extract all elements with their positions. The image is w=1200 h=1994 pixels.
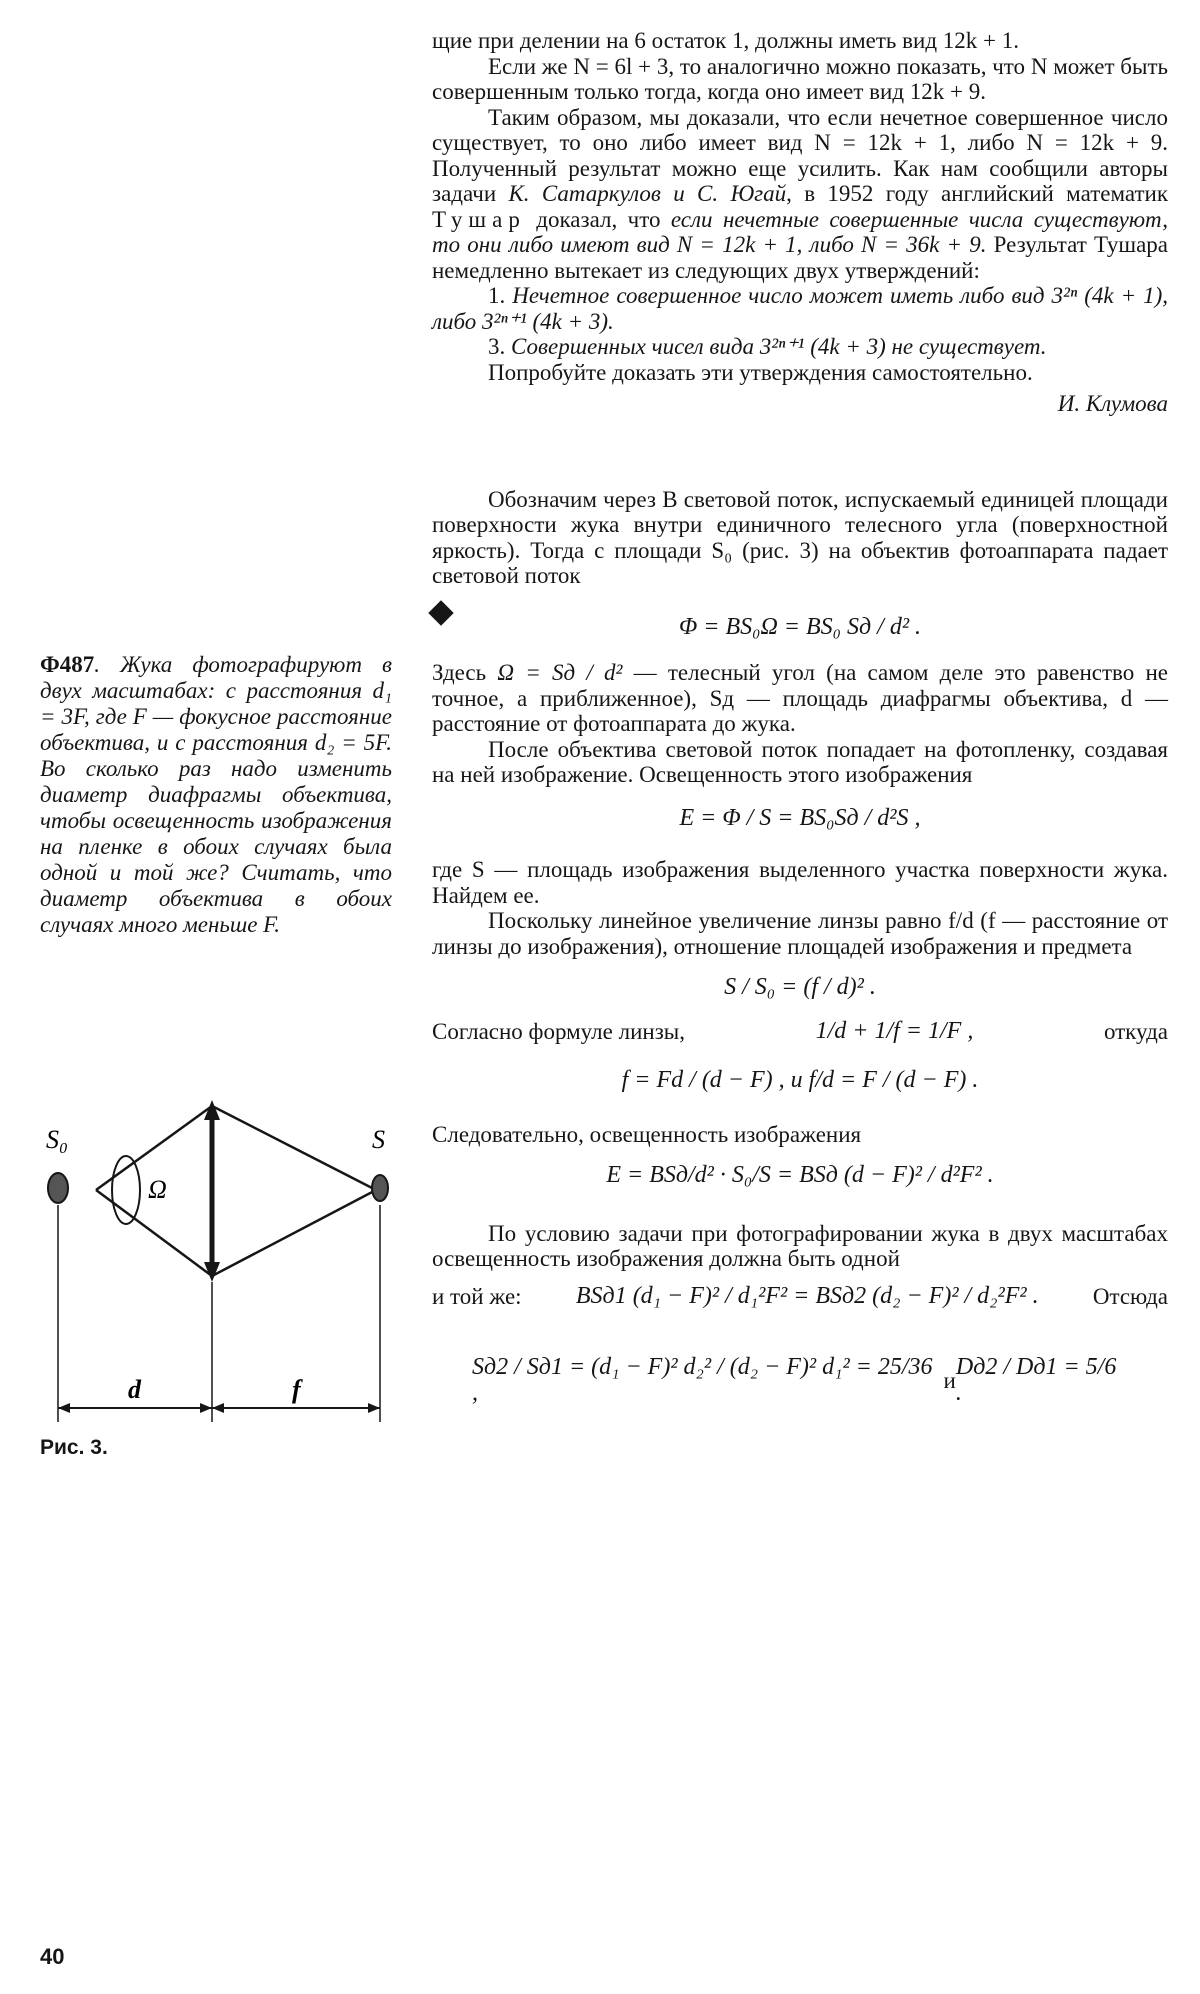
- main-column: [432, 28, 1168, 1406]
- solution-consequently: Следовательно, освещенность изображения: [432, 1121, 862, 1147]
- ray-upper-right: [212, 1106, 376, 1190]
- beetle-icon: [48, 1173, 68, 1203]
- problem-statement: [40, 652, 392, 938]
- dim-arrow-1: [58, 1403, 70, 1413]
- equation-flux: Φ = BS₀Ω = BS₀ Sд / d² .: [678, 613, 922, 640]
- equation-illuminance-final: E = BSд/d² · S₀/S = BSд (d − F)² / d²F² .: [606, 1162, 994, 1188]
- equation-image-distance: f = Fd / (d − F) , и f/d = F / (d − F) .: [621, 1067, 979, 1093]
- equation-lens: 1/d + 1/f = 1/F ,: [815, 1017, 974, 1044]
- equation-area-ratio: S / S₀ = (f / d)² .: [724, 974, 876, 1000]
- statement-3: 3. Совершенных чисел вида 3²ⁿ⁺¹ (4k + 3) не существует.: [488, 334, 1047, 359]
- label-s: S: [372, 1125, 385, 1154]
- solution-intro: Обозначим через B световой поток, испускаемый единицей площади поверхности жука внутри единичного телесного угла (поверхностной яркость). Тогда с площади S₀ (рис. 3) на объектив фотоаппарата падает световой поток: [432, 486, 1168, 588]
- solution-film: После объектива световой поток попадает на фотопленку, создавая на ней изображение. Освещенность этого изображения: [432, 736, 1168, 787]
- dim-arrow-4: [368, 1403, 380, 1413]
- page-number: 40: [40, 1944, 65, 1969]
- problem-label: Ф487: [40, 652, 95, 677]
- beetle-image-icon: [372, 1175, 388, 1201]
- paragraph-4: Попробуйте доказать эти утверждения самостоятельно.: [488, 359, 1033, 385]
- figure-caption: Рис. 3.: [40, 1436, 108, 1459]
- lens-formula-row: Согласно формуле линзы, 1/d + 1/f = 1/F , откуда: [432, 1017, 1168, 1044]
- paragraph-1: щие при делении на 6 остаток 1, должны иметь вид 12k + 1.: [432, 28, 1020, 53]
- answer-row: Sд2 / Sд1 = (d₁ − F)² d₂² / (d₂ − F)² d₁² = 25/36 , и Dд2 / Dд1 = 5/6 .: [432, 1355, 1168, 1406]
- signature: И. Клумова: [1057, 391, 1168, 416]
- label-d: d: [128, 1375, 141, 1404]
- ray-lower-right: [212, 1190, 376, 1276]
- equation-area-answer: Sд2 / Sд1 = (d₁ − F)² d₂² / (d₂ − F)² d₁² = 25/36 ,: [472, 1354, 933, 1406]
- label-s0: S₀: [46, 1125, 69, 1154]
- problem-text: . Жука фотографируют в двух масштабах: с расстояния d₁ = 3F, где F — фокусное расстояние объектива, и с расстояния d₂ = 5F. Во сколько раз надо изменить диаметр диафрагмы объектива, чтобы освещенность изображения на пленке в обоих случаях была одной и той же? Считать, что диаметр объектива в обоих случаях много меньше F.: [40, 652, 392, 937]
- optics-diagram: [36, 1090, 426, 1430]
- equation-equal-illuminance: BSд1 (d₁ − F)² / d₁²F² = BSд2 (d₂ − F)² / d₂²F² .: [575, 1282, 1039, 1309]
- solution-condition: По условию задачи при фотографировании жука в двух масштабах освещенность изображения должна быть одной: [432, 1220, 1168, 1271]
- equation-illuminance: E = Φ / S = BS₀Sд / d²S ,: [679, 804, 921, 831]
- solution-area: где S — площадь изображения выделенного участка поверхности жука. Найдем ее.: [432, 857, 1168, 908]
- solution-omega: Здесь Ω = Sд / d² — телесный угол (на самом деле это равенство не точное, а приближенное), Sд — площадь диафрагмы объектива, d — расстояние от фотоаппарата до жука.: [432, 660, 1169, 736]
- solution-magnification: Поскольку линейное увеличение линзы равно f/d (f — расстояние от линзы до изображения), отношение площадей изображения и предмета: [432, 908, 1168, 959]
- label-omega: Ω: [148, 1175, 167, 1204]
- solid-angle-ellipse: [112, 1156, 140, 1224]
- condition-row: и той же: BSд1 (d₁ − F)² / d₁²F² = BSд2 (d₂ − F)² / d₂²F² . Отсюда: [432, 1282, 1168, 1309]
- paragraph-3: Таким образом, мы доказали, что если нечетное совершенное число существует, то оно либо имеет вид N = 12k + 1, либо N = 12k + 9. Полученный результат можно еще усилить. Как нам сообщили авторы задачи К. Сатаркулов и С. Югай, в 1952 году английский математик Тушар доказал, что если нечетные совершенные числа существуют, то они либо имеют вид N = 12k + 1, либо N = 36k + 9. Результат Тушара немедленно вытекает из следующих двух утверждений:: [432, 104, 1168, 283]
- label-f: f: [292, 1375, 301, 1404]
- dim-arrow-3: [212, 1403, 224, 1413]
- paragraph-2: Если же N = 6l + 3, то аналогично можно показать, что N может быть совершенным только тогда, когда оно имеет вид 12k + 9.: [432, 53, 1168, 104]
- dim-arrow-2: [200, 1403, 212, 1413]
- figure-3: [36, 1090, 426, 1430]
- statement-1: 1. Нечетное совершенное число может иметь либо вид 3²ⁿ (4k + 1), либо 3²ⁿ⁺¹ (4k + 3).: [432, 283, 1168, 334]
- equation-diameter-answer: Dд2 / Dд1 = 5/6 .: [955, 1354, 1117, 1406]
